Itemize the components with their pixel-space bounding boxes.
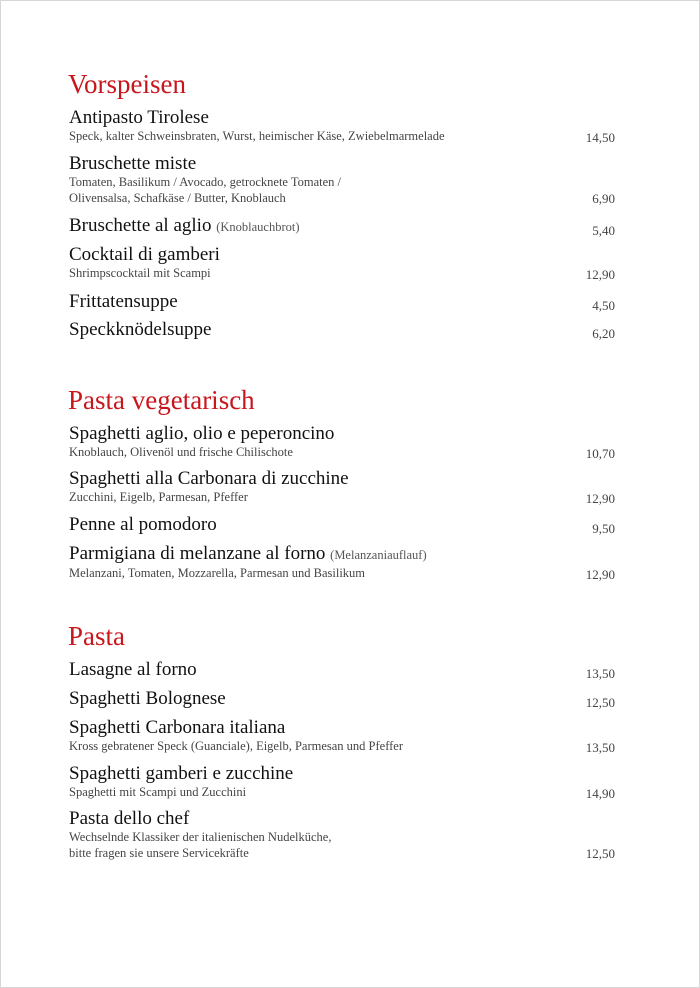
item-description: Zucchini, Eigelb, Parmesan, Pfeffer [69, 490, 248, 504]
menu-item-bruschette-miste [69, 153, 615, 206]
item-price: 13,50 [585, 666, 615, 681]
item-note: (Melanzaniauflauf) [330, 548, 427, 562]
menu-item-penne-al-pomodoro [69, 514, 615, 536]
item-description: Tomaten, Basilikum / Avocado, getrocknete Tomaten / [69, 175, 342, 189]
item-description: Shrimpscocktail mit Scampi [69, 266, 211, 280]
menu-item-parmigiana-di-melanzane [69, 543, 615, 582]
item-description: Wechselnde Klassiker der italienischen Nudelküche, [69, 830, 332, 844]
item-name: Lasagne al forno [69, 659, 197, 680]
item-description: Kross gebratener Speck (Guanciale), Eigelb, Parmesan und Pfeffer [69, 739, 404, 753]
menu-item-antipasto-tirolese [69, 107, 615, 145]
menu-item-lasagne-al-forno [69, 659, 615, 681]
menu-item-pasta-dello-chef [69, 808, 615, 861]
menu-item-spaghetti-carbonara-italiana [69, 717, 615, 755]
item-name: Frittatensuppe [69, 291, 178, 312]
item-name: Pasta dello chef [69, 808, 190, 829]
item-price: 12,90 [585, 566, 615, 582]
section-title-pasta: Pasta [68, 621, 125, 651]
item-name: Penne al pomodoro [69, 514, 217, 535]
item-note: (Knoblauchbrot) [216, 220, 300, 234]
menu-item-spaghetti-bolognese [69, 688, 615, 710]
section-title-pasta-vegetarisch: Pasta vegetarisch [68, 385, 255, 415]
item-price: 10,70 [585, 445, 615, 461]
item-name: Bruschette al aglio [69, 215, 212, 236]
item-name-row [69, 215, 615, 238]
item-price: 12,90 [585, 490, 615, 506]
item-name: Spaghetti aglio, olio e peperoncino [69, 423, 335, 444]
item-name: Antipasto Tirolese [69, 107, 209, 128]
item-name: Parmigiana di melanzane al forno [69, 543, 326, 564]
item-price: 13,50 [585, 739, 615, 755]
item-name-row [69, 543, 615, 566]
item-price: 4,50 [592, 298, 615, 313]
menu-item-spaghetti-carbonara-zucchine [69, 468, 615, 506]
menu-item-speckknoedelsuppe [69, 319, 615, 341]
section-title-vorspeisen: Vorspeisen [68, 69, 186, 99]
item-description: Speck, kalter Schweinsbraten, Wurst, heimischer Käse, Zwiebelmarmelade [69, 129, 445, 143]
menu-item-frittatensuppe [69, 291, 615, 313]
item-name: Spaghetti Carbonara italiana [69, 717, 286, 738]
item-price: 12,50 [585, 846, 615, 861]
item-price: 12,90 [585, 266, 615, 282]
menu-item-spaghetti-aglio-olio [69, 423, 615, 461]
item-description: Melanzani, Tomaten, Mozzarella, Parmesan und Basilikum [69, 566, 366, 580]
item-price: 6,20 [592, 326, 615, 341]
item-description: Spaghetti mit Scampi und Zucchini [69, 785, 247, 799]
menu-item-bruschette-al-aglio [69, 215, 615, 238]
item-price: 6,90 [592, 191, 615, 206]
item-name: Bruschette miste [69, 153, 197, 174]
item-name: Spaghetti alla Carbonara di zucchine [69, 468, 349, 489]
item-description: Knoblauch, Olivenöl und frische Chilischote [69, 445, 293, 459]
item-price: 14,90 [585, 785, 615, 801]
item-price: 5,40 [592, 223, 615, 238]
menu-item-spaghetti-gamberi-zucchine [69, 763, 615, 801]
menu-item-cocktail-di-gamberi [69, 244, 615, 282]
item-price: 12,50 [585, 695, 615, 710]
item-name: Cocktail di gamberi [69, 244, 220, 265]
item-price: 14,50 [585, 129, 615, 145]
item-description: bitte fragen sie unsere Servicekräfte [69, 845, 249, 860]
item-name: Spaghetti Bolognese [69, 688, 226, 709]
item-name: Speckknödelsuppe [69, 319, 212, 340]
item-description: Olivensalsa, Schafkäse / Butter, Knoblauch [69, 190, 286, 205]
item-name: Spaghetti gamberi e zucchine [69, 763, 294, 784]
item-price: 9,50 [592, 521, 615, 536]
